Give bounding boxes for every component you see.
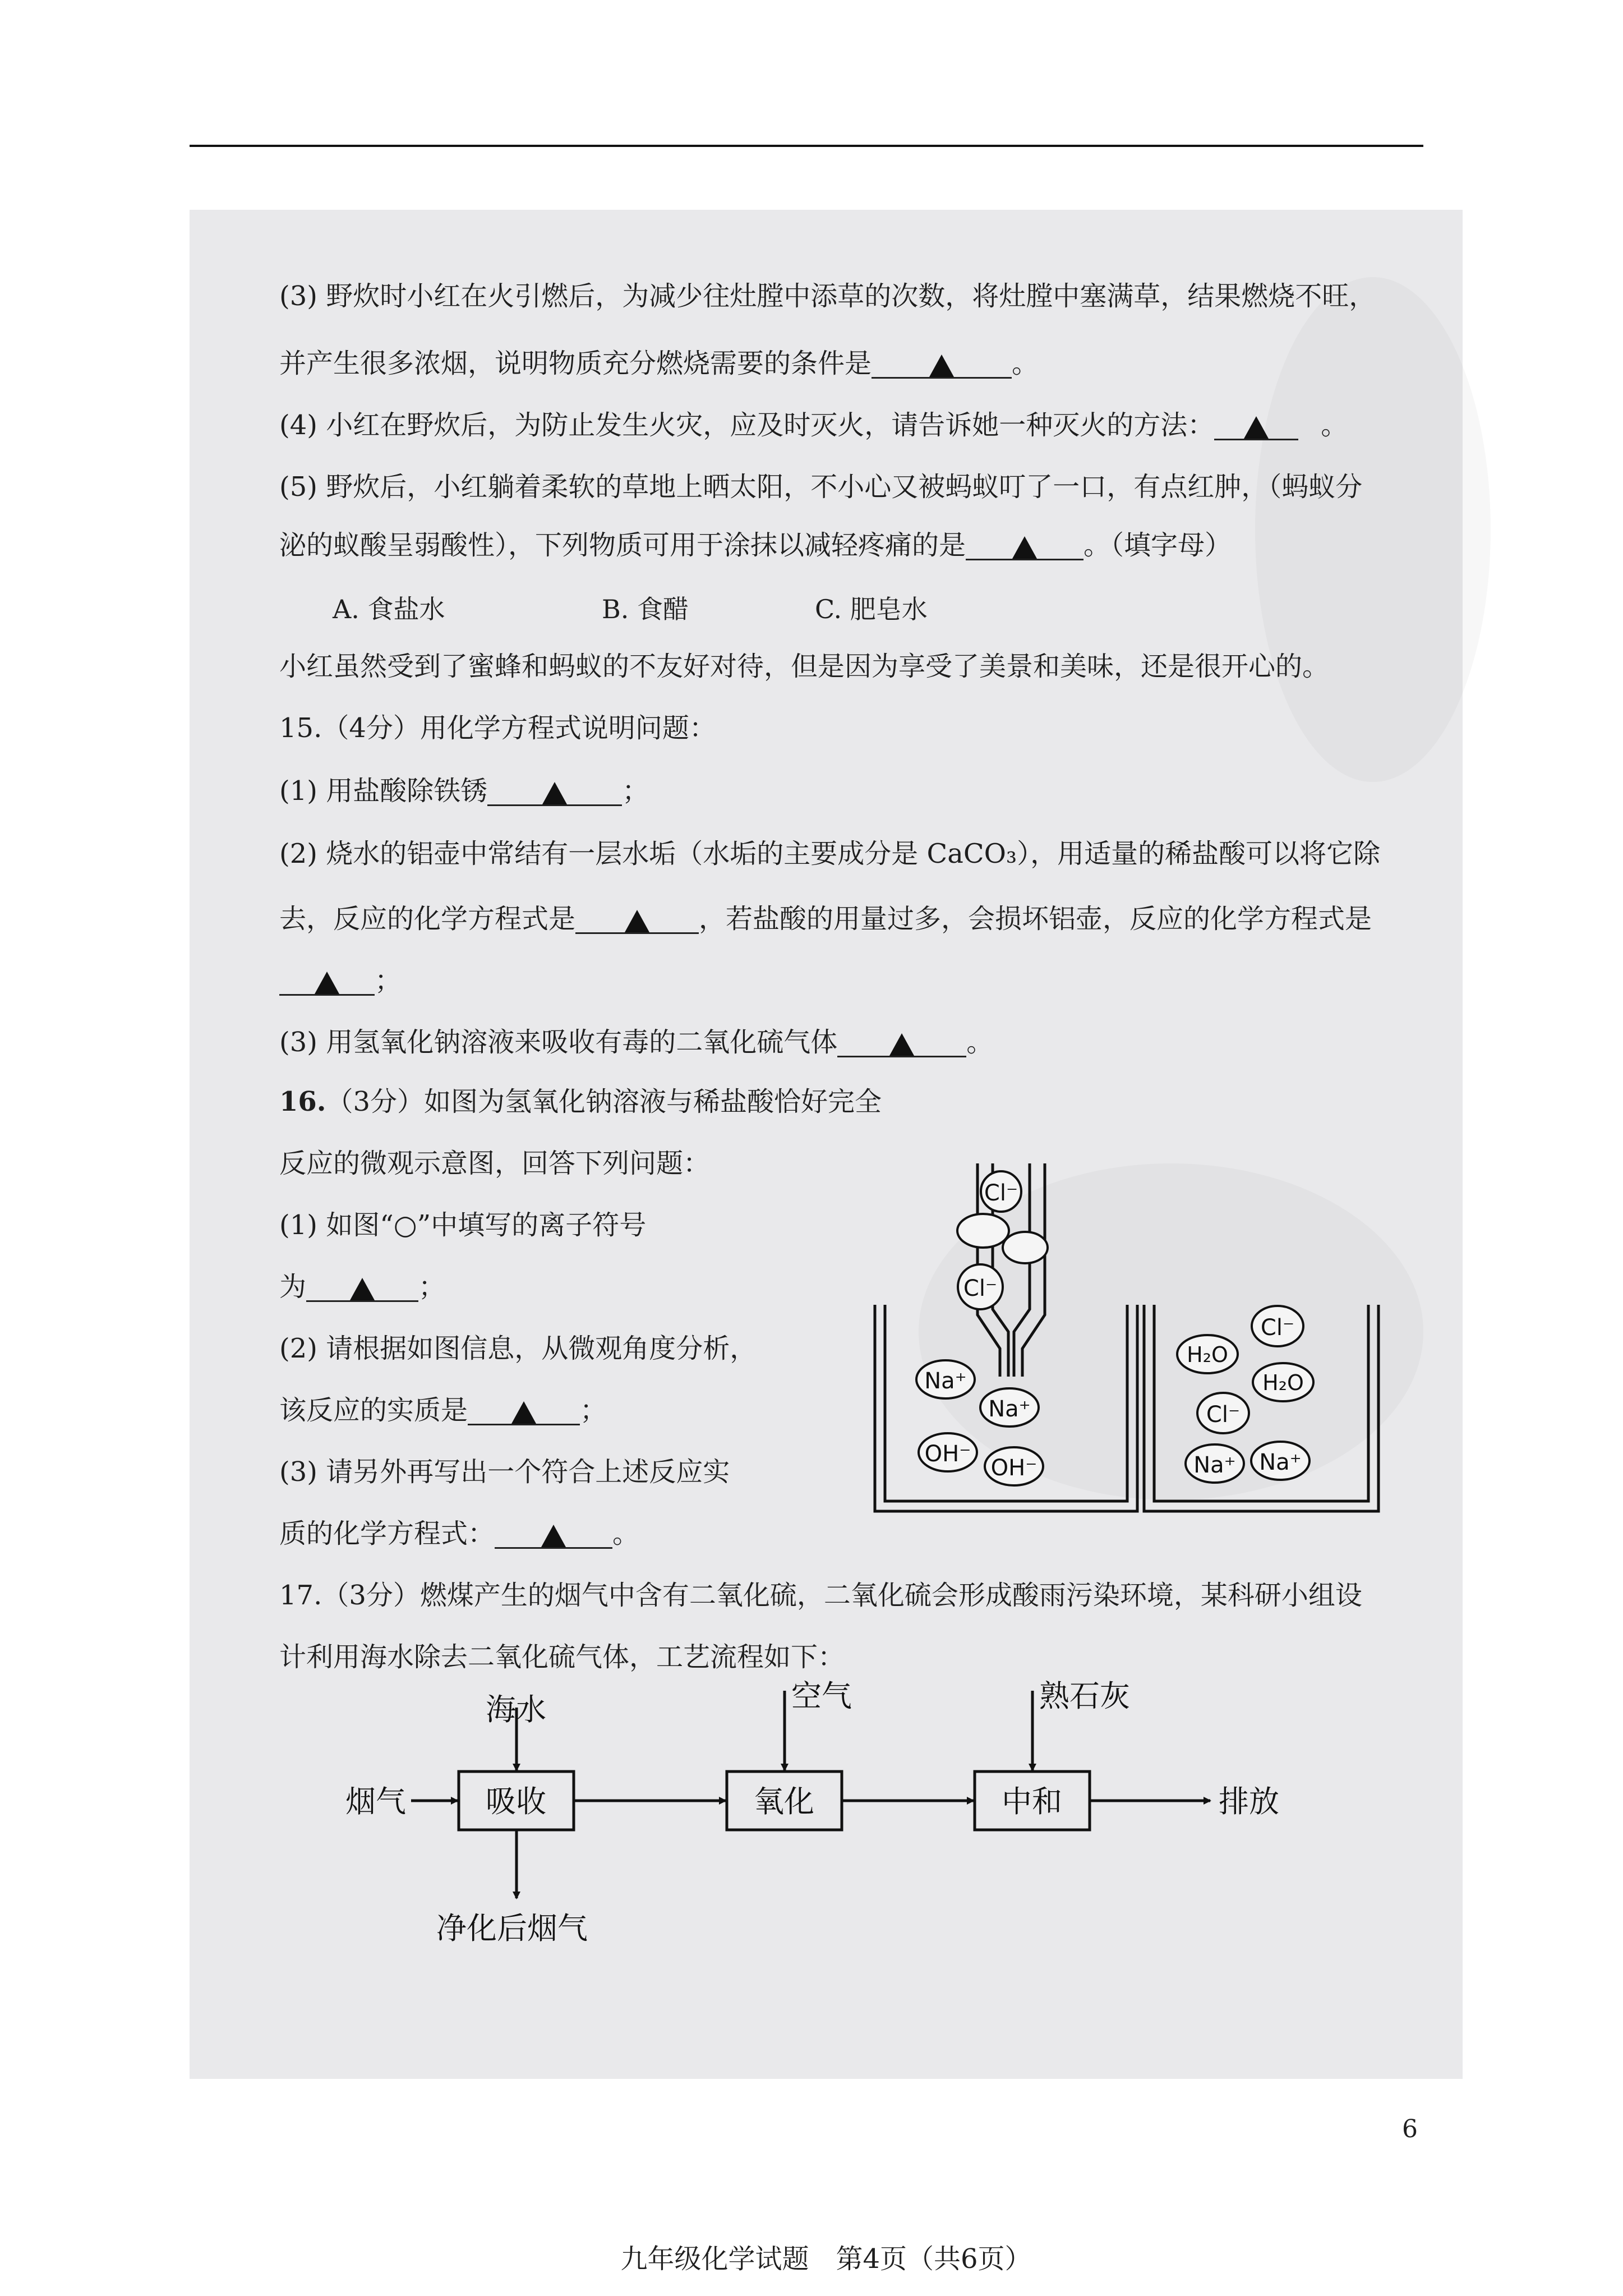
q16-title-line2: 反应的微观示意图，回答下列问题：	[279, 1148, 711, 1179]
q14-closing-line: 小红虽然受到了蜜蜂和蚂蚁的不友好对待，但是因为享受了美景和美味，还是很开心的。	[279, 651, 1330, 682]
ion-label: Cl⁻	[963, 1276, 998, 1301]
ion-circle-empty	[957, 1214, 1009, 1248]
option-c: C. 肥皂水	[815, 594, 928, 624]
flow-label-lime: 熟石灰	[1039, 1678, 1130, 1714]
flow-label-clean-gas: 净化后烟气	[436, 1911, 588, 1946]
q15-2-line3: ；	[279, 967, 402, 996]
flow-label-flue-gas: 烟气	[345, 1784, 406, 1819]
q14-5-line1: (5) 野炊后，小红躺着柔软的草地上晒太阳，不小心又被蚂蚁叮了一口，有点红肿，（蚂蚁分	[279, 471, 1363, 503]
flow-step-neutralize: 中和	[1002, 1784, 1062, 1819]
ion-circle-empty	[1003, 1232, 1048, 1263]
q16-1-line2: 为 ；	[279, 1271, 446, 1303]
flow-label-air: 空气	[791, 1678, 852, 1714]
q15-2-line1: (2) 烧水的铝壶中常结有一层水垢（水垢的主要成分是 CaCO₃），用适量的稀盐酸可以将它除	[279, 838, 1381, 869]
q15-1-line: (1) 用盐酸除铁锈 ；	[279, 775, 649, 807]
ion-label: OH⁻	[990, 1455, 1038, 1481]
q17-title: 17.（3分）燃煤产生的烟气中含有二氧化硫，二氧化硫会形成酸雨污染环境，某科研小组设	[279, 1580, 1362, 1611]
q14-4-line: (4) 小红在野炊后，为防止发生火灾，应及时灭火，请告诉她一种灭火的方法： 。	[279, 409, 1348, 441]
q14-3-line1: (3) 野炊时小红在火引燃后，为减少往灶膛中添草的次数，将灶膛中塞满草，结果燃烧不旺，	[279, 280, 1376, 312]
q16-1-line1: (1) 如图“○”中填写的离子符号	[279, 1209, 647, 1241]
ion-label: Na⁺	[1259, 1450, 1302, 1475]
ion-label: Na⁺	[1193, 1452, 1236, 1478]
q16-3-line1: (3) 请另外再写出一个符合上述反应实	[279, 1456, 730, 1488]
page-number: 6	[1402, 2115, 1418, 2143]
flow-label-seawater: 海水	[486, 1692, 546, 1727]
ion-label: Na⁺	[924, 1368, 967, 1394]
option-a: A. 食盐水	[333, 594, 445, 624]
q14-3-line2: 并产生很多浓烟，说明物质充分燃烧需要的条件是 。	[279, 348, 1039, 379]
scanned-exam-page	[190, 210, 1463, 2275]
q14-5-line2: 泌的蚁酸呈弱酸性），下列物质可用于涂抹以减轻疼痛的是 。（填字母）	[279, 530, 1232, 561]
header-rule	[190, 145, 1423, 147]
ion-label: H₂O	[1187, 1342, 1228, 1367]
ion-label: Na⁺	[988, 1396, 1031, 1422]
q16-title: 16.（3分）如图为氢氧化钠溶液与稀盐酸恰好完全	[279, 1086, 882, 1117]
q15-2-line2: 去，反应的化学方程式是 ，若盐酸的用量过多，会损坏铝壶，反应的化学方程式是	[279, 903, 1372, 935]
ion-label: Cl⁻	[1206, 1402, 1241, 1428]
q16-2-line1: (2) 请根据如图信息，从微观角度分析，	[279, 1333, 757, 1364]
page-footer: 九年级化学试题 第4页（共6页）	[620, 2243, 1032, 2275]
flow-label-discharge: 排放	[1219, 1784, 1279, 1819]
option-b: B. 食醋	[602, 594, 689, 624]
q15-3-line: (3) 用氢氧化钠溶液来吸收有毒的二氧化硫气体 。	[279, 1027, 994, 1058]
ion-label: H₂O	[1262, 1370, 1304, 1395]
q16-2-line2: 该反应的实质是 ；	[279, 1395, 607, 1426]
ion-label: Cl⁻	[984, 1180, 1018, 1206]
q15-title: 15.（4分）用化学方程式说明问题：	[279, 712, 716, 744]
flow-step-oxidize: 氧化	[754, 1784, 814, 1819]
q17-line2: 计利用海水除去二氧化硫气体，工艺流程如下：	[279, 1641, 845, 1673]
q16-3-line2: 质的化学方程式： 。	[279, 1518, 640, 1549]
ion-label: Cl⁻	[1260, 1315, 1295, 1341]
ion-label: OH⁻	[924, 1441, 971, 1467]
diagrams-layer	[190, 210, 1463, 2079]
flow-step-absorb: 吸收	[486, 1784, 546, 1819]
